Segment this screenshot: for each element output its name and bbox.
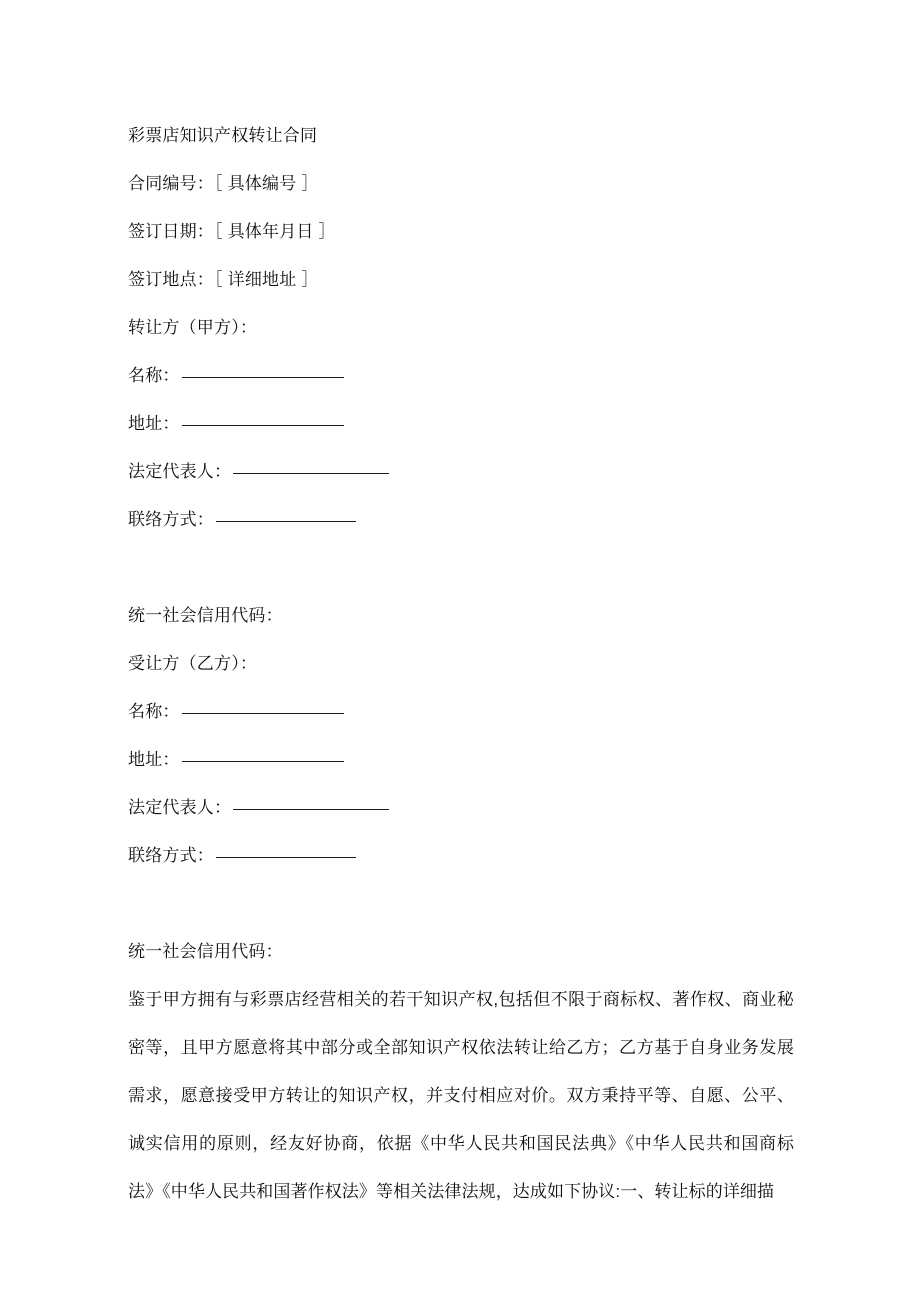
party-a-name-label: 名称： xyxy=(128,366,180,385)
signing-date-line xyxy=(128,208,794,256)
contract-number-value: ［ 具体编号 ］ xyxy=(214,174,319,193)
party-b-name-blank[interactable] xyxy=(182,713,344,714)
party-b-legal-rep-blank[interactable] xyxy=(233,809,389,810)
signing-date-value: ［ 具体年月日 ］ xyxy=(214,222,336,241)
spacer-after-party-b xyxy=(128,880,794,928)
party-b-address-label: 地址： xyxy=(128,750,180,769)
party-b-credit-code-line: 统一社会信用代码： xyxy=(128,942,283,961)
party-a-credit-code-line: 统一社会信用代码： xyxy=(128,606,283,625)
party-a-legal-rep-blank[interactable] xyxy=(233,473,389,474)
party-b-name-line xyxy=(128,688,794,736)
party-b-address-blank[interactable] xyxy=(182,761,344,762)
party-b-legal-rep-label: 法定代表人： xyxy=(128,798,232,817)
spacer-after-party-a xyxy=(128,544,794,592)
signing-date-label: 签订日期： xyxy=(128,222,214,241)
party-a-contact-line xyxy=(128,496,794,544)
party-a-address-label: 地址： xyxy=(128,414,180,433)
party-a-legal-rep-line xyxy=(128,448,794,496)
document-body xyxy=(128,112,794,1216)
party-a-address-blank[interactable] xyxy=(182,425,344,426)
party-a-name-blank[interactable] xyxy=(182,377,344,378)
party-b-contact-label: 联络方式： xyxy=(128,846,214,865)
signing-place-value: ［ 详细地址 ］ xyxy=(214,270,319,289)
party-a-legal-rep-label: 法定代表人： xyxy=(128,462,232,481)
party-b-name-label: 名称： xyxy=(128,702,180,721)
party-b-address-line xyxy=(128,736,794,784)
document-title: 彩票店知识产权转让合同 xyxy=(128,126,318,145)
party-a-contact-blank[interactable] xyxy=(216,521,356,522)
party-b-heading: 受让方（乙方）： xyxy=(128,654,258,673)
party-a-heading: 转让方（甲方）： xyxy=(128,318,258,337)
contract-number-line xyxy=(128,160,794,208)
party-b-contact-blank[interactable] xyxy=(216,857,356,858)
signing-place-label: 签订地点： xyxy=(128,270,214,289)
party-b-legal-rep-line xyxy=(128,784,794,832)
party-a-contact-label: 联络方式： xyxy=(128,510,214,529)
recital-paragraph: 鉴于甲方拥有与彩票店经营相关的若干知识产权,包括但不限于商标权、著作权、商业秘密等，且甲方愿意将其中部分或全部知识产权依法转让给乙方；乙方基于自身业务发展需求，愿意接受甲方转让的知识产权，并支付相应对价。双方秉持平等、自愿、公平、诚实信用的原则，经友好协商，依据《中华人民共和国民法典》《中华人民共和国商标法》《中华人民共和国著作权法》等相关法律法规，达成如下协议:一、转让标的详细描 xyxy=(128,990,794,1201)
party-b-contact-line xyxy=(128,832,794,880)
party-a-name-line xyxy=(128,352,794,400)
signing-place-line xyxy=(128,256,794,304)
party-a-address-line xyxy=(128,400,794,448)
contract-number-label: 合同编号： xyxy=(128,174,214,193)
